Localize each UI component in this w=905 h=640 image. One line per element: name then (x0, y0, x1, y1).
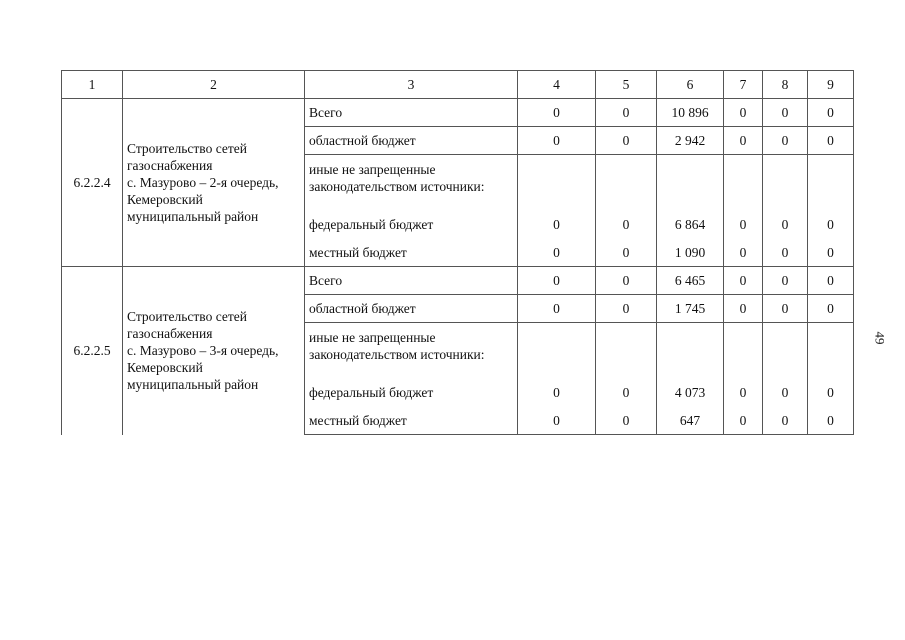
table-row (62, 99, 854, 127)
value-cell (518, 323, 596, 379)
header-cell: 9 (808, 71, 854, 99)
value-cell: 0 (596, 295, 657, 323)
project-code: 6.2.2.4 (62, 99, 123, 267)
value-cell: 0 (808, 210, 854, 238)
value-cell: 0 (596, 210, 657, 238)
value-cell (808, 155, 854, 211)
value-cell: 647 (657, 406, 724, 435)
value-cell: 0 (518, 295, 596, 323)
value-cell: 0 (518, 99, 596, 127)
value-cell: 0 (763, 127, 808, 155)
value-cell: 0 (763, 267, 808, 295)
value-cell: 0 (596, 378, 657, 406)
value-cell: 0 (518, 238, 596, 267)
value-cell: 0 (808, 99, 854, 127)
project-name-line: с. Мазурово – 2-я очередь, (127, 175, 279, 190)
value-cell: 0 (724, 295, 763, 323)
source-cell: Всего (305, 267, 518, 295)
source-cell: местный бюджет (305, 238, 518, 267)
project-name-line: муниципальный район (127, 209, 259, 224)
header-cell: 8 (763, 71, 808, 99)
source-line: иные не запрещенные (309, 330, 436, 345)
value-cell (724, 323, 763, 379)
header-cell: 7 (724, 71, 763, 99)
value-cell: 0 (724, 99, 763, 127)
value-cell: 0 (724, 238, 763, 267)
value-cell: 0 (596, 127, 657, 155)
value-cell: 0 (808, 295, 854, 323)
value-cell: 6 465 (657, 267, 724, 295)
header-cell: 5 (596, 71, 657, 99)
project-name-line: Кемеровский (127, 360, 203, 376)
value-cell: 0 (763, 210, 808, 238)
source-cell: федеральный бюджет (305, 378, 518, 406)
project-name-line: Строительство сетей (127, 141, 247, 156)
source-cell (305, 323, 518, 379)
header-cell: 2 (123, 71, 305, 99)
value-cell: 0 (763, 238, 808, 267)
project-name (123, 99, 305, 267)
value-cell: 0 (724, 406, 763, 435)
project-name-line: с. Мазурово – 3-я очередь, (127, 343, 279, 359)
value-cell (596, 323, 657, 379)
value-cell: 0 (596, 238, 657, 267)
source-line: законодательством источники: (309, 179, 485, 194)
project-name (123, 267, 305, 435)
value-cell: 10 896 (657, 99, 724, 127)
source-line: законодательством источники: (309, 347, 485, 362)
source-cell (305, 155, 518, 211)
table-row (62, 267, 854, 295)
value-cell (763, 323, 808, 379)
value-cell: 0 (596, 267, 657, 295)
value-cell: 0 (808, 238, 854, 267)
value-cell: 4 073 (657, 378, 724, 406)
project-code: 6.2.2.5 (62, 267, 123, 435)
header-cell: 1 (62, 71, 123, 99)
value-cell: 0 (724, 210, 763, 238)
value-cell: 0 (518, 406, 596, 435)
value-cell (808, 323, 854, 379)
value-cell: 0 (518, 267, 596, 295)
source-cell: областной бюджет (305, 127, 518, 155)
budget-table (61, 70, 854, 435)
source-cell: федеральный бюджет (305, 210, 518, 238)
source-cell: Всего (305, 99, 518, 127)
value-cell: 1 090 (657, 238, 724, 267)
value-cell: 0 (763, 378, 808, 406)
header-cell: 6 (657, 71, 724, 99)
project-name-line: Кемеровский (127, 192, 203, 207)
page-number: 49 (872, 331, 888, 345)
value-cell: 0 (763, 406, 808, 435)
value-cell: 0 (724, 127, 763, 155)
value-cell: 2 942 (657, 127, 724, 155)
project-name-line: муниципальный район (127, 377, 259, 393)
value-cell: 0 (518, 378, 596, 406)
value-cell (763, 155, 808, 211)
value-cell: 0 (596, 99, 657, 127)
header-row (62, 71, 854, 99)
header-cell: 3 (305, 71, 518, 99)
value-cell: 0 (724, 267, 763, 295)
value-cell: 0 (808, 406, 854, 435)
value-cell: 0 (808, 267, 854, 295)
value-cell: 0 (763, 99, 808, 127)
header-cell: 4 (518, 71, 596, 99)
value-cell (657, 323, 724, 379)
value-cell: 0 (808, 378, 854, 406)
value-cell: 1 745 (657, 295, 724, 323)
project-name-line: Строительство сетей (127, 309, 247, 325)
value-cell: 0 (724, 378, 763, 406)
source-cell: областной бюджет (305, 295, 518, 323)
value-cell (596, 155, 657, 211)
project-name-line: газоснабжения (127, 158, 213, 173)
value-cell: 0 (518, 127, 596, 155)
value-cell (657, 155, 724, 211)
source-cell: местный бюджет (305, 406, 518, 435)
value-cell: 0 (596, 406, 657, 435)
value-cell: 0 (518, 210, 596, 238)
project-name-line: газоснабжения (127, 326, 213, 342)
source-line: иные не запрещенные (309, 162, 436, 177)
value-cell (518, 155, 596, 211)
value-cell: 6 864 (657, 210, 724, 238)
value-cell (724, 155, 763, 211)
value-cell: 0 (763, 295, 808, 323)
value-cell: 0 (808, 127, 854, 155)
